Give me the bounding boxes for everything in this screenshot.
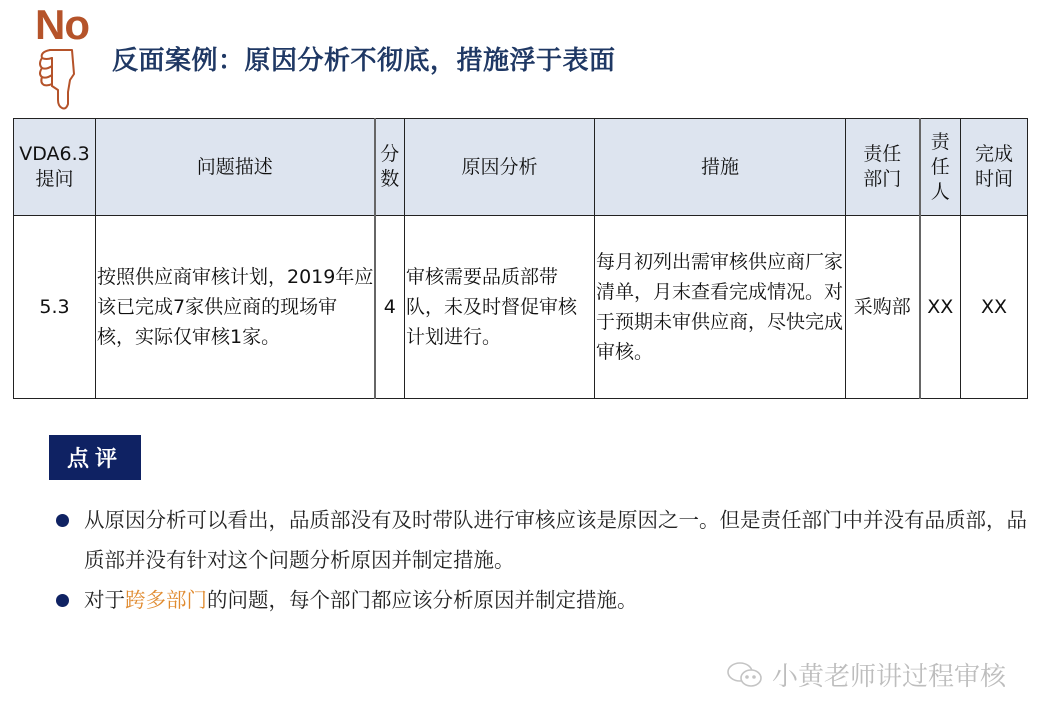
- page-title: 反面案例：原因分析不彻底，措施浮于表面: [112, 46, 616, 76]
- col-header-measure: 措施: [595, 119, 846, 216]
- col-header-owner: 责 任 人: [920, 119, 961, 216]
- highlight-text: 跨多部门: [125, 588, 207, 612]
- col-header-question: VDA6.3 提问: [14, 119, 96, 216]
- review-badge: 点评: [49, 435, 141, 480]
- cell-score: 4: [375, 216, 405, 399]
- cell-owner: XX: [920, 216, 961, 399]
- bullet-dot-icon: [56, 594, 69, 607]
- review-bullets: [52, 500, 1032, 620]
- cell-description: 按照供应商审核计划，2019年应该已完成7家供应商的现场审核，实际仅审核1家。: [96, 216, 375, 399]
- cell-department: 采购部: [846, 216, 920, 399]
- cell-cause: 审核需要品质部带队，未及时督促审核计划进行。: [405, 216, 595, 399]
- wechat-icon: [726, 660, 764, 690]
- bullet-item: 对于跨多部门的问题，每个部门都应该分析原因并制定措施。: [52, 580, 1032, 620]
- col-header-score: 分 数: [375, 119, 405, 216]
- col-header-description: 问题描述: [96, 119, 375, 216]
- cell-measure: 每月初列出需审核供应商厂家清单，月末查看完成情况。对于预期未审供应商，尽快完成审核。: [595, 216, 846, 399]
- watermark: [726, 656, 1006, 693]
- cell-question: 5.3: [14, 216, 96, 399]
- audit-table: [13, 118, 1028, 399]
- bullet-dot-icon: [56, 514, 69, 527]
- thumbs-down-icon: [36, 46, 80, 112]
- col-header-cause: 原因分析: [405, 119, 595, 216]
- no-logo-text: No: [35, 1, 89, 48]
- col-header-department: 责任 部门: [846, 119, 920, 216]
- col-header-due: 完成 时间: [961, 119, 1028, 216]
- table-row: [14, 216, 1028, 399]
- watermark-text: 小黄老师讲过程审核: [772, 662, 1007, 692]
- table-header-row: [14, 119, 1028, 216]
- bullet-item: 从原因分析可以看出，品质部没有及时带队进行审核应该是原因之一。但是责任部门中并没有品质部，品质部并没有针对这个问题分析原因并制定措施。: [52, 500, 1032, 580]
- cell-due: XX: [961, 216, 1028, 399]
